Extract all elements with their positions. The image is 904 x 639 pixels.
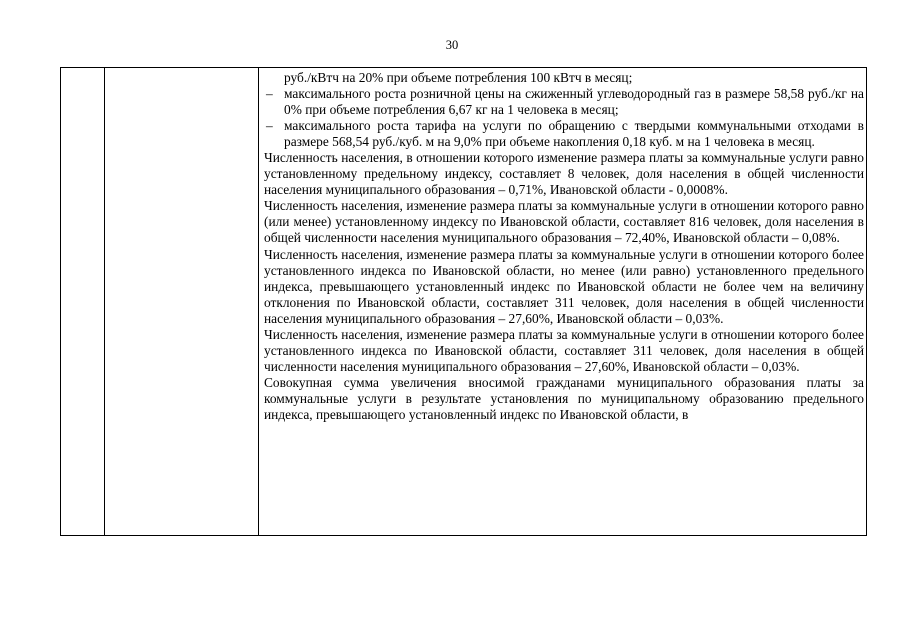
continued-fragment: руб./кВтч на 20% при объеме потребления 100 кВтч в месяц; [284,70,633,85]
column-divider-1 [104,68,105,535]
paragraph: Численность населения, изменение размера платы за коммунальные услуги в отношении которого более установленного индекса по Ивановской области, но менее (или равно) установленного предельного индекса, превышающего установленный индекс по Ивановской области не более чем на величину отклонения по Ивановской области, составляет 311 человек, доля населения в общей численности населения муниципального образования – 27,60%, Ивановской области – 0,03%. [264,246,864,326]
column-divider-2 [258,68,259,535]
dash-marker: – [266,86,273,102]
paragraph: Численность населения, в отношении которого изменение размера платы за коммунальные услуги равно установленному предельному индексу, составляет 8 человек, доля населения в общей численности населения муниципального образования – 0,71%, Ивановской области - 0,0008%. [264,150,864,198]
paragraph: Численность населения, изменение размера платы за коммунальные услуги в отношении которого равно (или менее) установленному индексу по Ивановской области, составляет 816 человек, доля населения в общей численности населения муниципального образования – 72,40%, Ивановской области – 0,08%. [264,198,864,246]
list-item-text: максимального роста розничной цены на сжиженный углеводородный газ в размере 58,58 руб./кг на 0% при объеме потребления 6,67 кг на 1 человека в месяц; [284,86,864,118]
text-cell [264,70,864,423]
paragraph: Совокупная сумма увеличения вносимой гражданами муниципального образования платы за коммунальные услуги в результате установления по муниципальному образованию предельного индекса, превышающего установленный индекс по Ивановской области, в [264,374,864,422]
paragraph: Численность населения, изменение размера платы за коммунальные услуги в отношении которого более установленного индекса по Ивановской области, составляет 311 человек, доля населения в общей численности населения муниципального образования – 27,60%, Ивановской области – 0,03%. [264,326,864,374]
document-table [60,67,867,536]
page-number: 30 [445,38,459,52]
list-item-text: максимального роста тарифа на услуги по обращению с твердыми коммунальными отходами в размере 568,54 руб./куб. м на 9,0% при объеме накопления 0,18 куб. м на 1 человека в месяц. [284,118,864,150]
dash-marker: – [266,118,273,134]
list-item [264,118,864,150]
list-item [264,86,864,118]
